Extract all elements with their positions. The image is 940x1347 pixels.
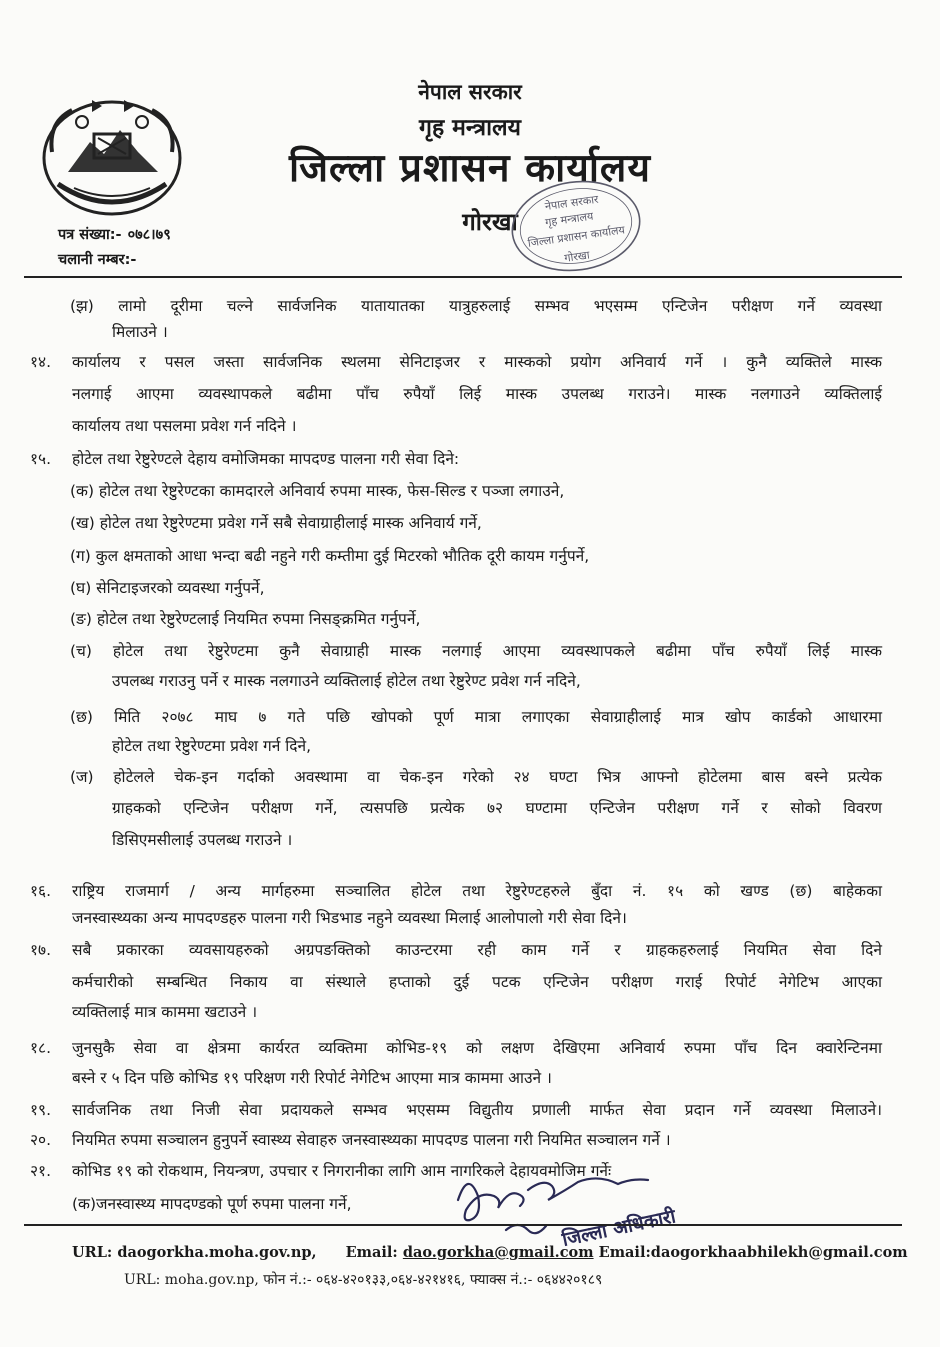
item-15-ja-line-1: (ज) होटेलले चेक-इन गर्दाको अवस्थामा वा चेक-इन गरेको २४ घण्टा भित्र आफ्नो होटेलमा बास बस्ने प्रत्येक bbox=[70, 768, 882, 786]
letter-number-label: पत्र संख्या:- bbox=[58, 227, 122, 243]
item-jha-line-1: (झ) लामो दूरीमा चल्ने सार्वजनिक यातायातका यात्रुहरुलाई सम्भव भएसम्म एन्टिजेन परीक्षण गर्ने व्यवस्था bbox=[70, 297, 882, 315]
item-15-cha-line-2: उपलब्ध गराउनु पर्ने र मास्क नलगाउने व्यक्तिलाई होटेल तथा रेष्टुरेण्ट प्रवेश गर्न नदिने, bbox=[112, 672, 581, 690]
item-14-number: १४. bbox=[30, 353, 52, 371]
ministry-title: गृह मन्त्रालय bbox=[419, 115, 521, 141]
item-15-number: १५. bbox=[30, 450, 52, 468]
item-15-cha-line-1: (च) होटेल तथा रेष्टुरेण्टमा कुनै सेवाग्राही मास्क नलगाई आएमा व्यवस्थापकले बढीमा पाँच रुपैयाँ लिई मास्क bbox=[70, 642, 882, 660]
item-14-line-2: नलगाई आएमा व्यवस्थापकले बढीमा पाँच रुपैयाँ लिई मास्क उपलब्ध गराउने। मास्क नलगाउने व्यक्तिलाई bbox=[72, 385, 882, 403]
item-jha-line-2: मिलाउने । bbox=[112, 323, 168, 341]
item-15-chha-line-2: होटेल तथा रेष्टुरेण्टमा प्रवेश गर्न दिने, bbox=[112, 737, 312, 755]
header-divider bbox=[24, 276, 902, 278]
letter-number bbox=[58, 224, 171, 244]
item-15-line-1: होटेल तथा रेष्टुरेण्टले देहाय वमोजिमका मापदण्ड पालना गरी सेवा दिने: bbox=[72, 450, 460, 468]
email-link-secondary[interactable]: Email:daogorkhaabhilekh@gmail.com bbox=[598, 1244, 908, 1261]
footer-divider bbox=[24, 1224, 902, 1226]
item-19-line-1: सार्वजनिक तथा निजी सेवा प्रदायकले सम्भव भएसम्म विद्युतीय प्रणाली मार्फत सेवा प्रदान गर्ने व्यवस्था मिलाउने। bbox=[72, 1101, 882, 1119]
item-16-number: १६. bbox=[30, 882, 52, 900]
letter-number-value: ०७८।७९ bbox=[127, 227, 171, 243]
svg-text:नेपाल सरकार: नेपाल सरकार bbox=[544, 192, 600, 214]
item-18-line-1: जुनसुकै सेवा वा क्षेत्रमा कार्यरत व्यक्तिमा कोभिड-१९ को लक्षण देखिएमा अनिवार्य रुपमा पाँच दिन क्वारेन्टिनमा bbox=[72, 1039, 882, 1057]
item-16-line-2: जनस्वास्थ्यका अन्य मापदण्डहरु पालना गरी भिडभाड नहुने व्यवस्था मिलाई आलोपालो गरी सेवा दिने। bbox=[72, 909, 627, 927]
email-label: Email: bbox=[345, 1244, 398, 1261]
district-title: गोरखा bbox=[462, 208, 518, 236]
item-18-line-2: बस्ने र ५ दिन पछि कोभिड १९ परिक्षण गरी रिपोर्ट नेगेटिभ आएमा मात्र काममा आउने । bbox=[72, 1069, 552, 1087]
footer-phone-line: URL: moha.gov.np, फोन नं.:- ०६४-४२०१३३,०६४-४२१४१६, फ्याक्स नं.:- ०६४४२०१८९ bbox=[124, 1272, 603, 1288]
dispatch-number-label: चलानी नम्बर:- bbox=[58, 252, 137, 268]
item-19-number: १९. bbox=[30, 1101, 52, 1119]
item-17-line-1: सबै प्रकारका व्यवसायहरुको अग्रपङक्तिको काउन्टरमा रही काम गर्ने र ग्राहकहरुलाई नियमित सेवा दिने bbox=[72, 941, 882, 959]
item-15-ka: (क) होटेल तथा रेष्टुरेण्टका कामदारले अनिवार्य रुपमा मास्क, फेस-सिल्ड र पञ्जा लगाउने, bbox=[70, 482, 565, 500]
item-20-number: २०. bbox=[30, 1131, 52, 1149]
item-16-line-1: राष्ट्रिय राजमार्ग / अन्य मार्गहरुमा सञ्चालित होटेल तथा रेष्टुरेण्टहरुले बुँदा नं. १५ को खण्ड (छ) बाहेकका bbox=[72, 882, 882, 900]
item-15-ga: (ग) कुल क्षमताको आधा भन्दा बढी नहुने गरी कम्तीमा दुई मिटरको भौतिक दूरी कायम गर्नुपर्ने, bbox=[70, 547, 590, 565]
item-20-line-1: नियमित रुपमा सञ्चालन हुनुपर्ने स्वास्थ्य सेवाहरु जनस्वास्थ्यका मापदण्ड पालना गरी नियमित सञ्चालन गर्ने । bbox=[72, 1131, 671, 1149]
item-15-kha: (ख) होटेल तथा रेष्टुरेण्टमा प्रवेश गर्ने सबै सेवाग्राहीलाई मास्क अनिवार्य गर्ने, bbox=[70, 514, 482, 532]
item-21-ka: (क)जनस्वास्थ्य मापदण्डको पूर्ण रुपमा पालना गर्ने, bbox=[72, 1195, 352, 1213]
nepal-emblem-icon bbox=[38, 92, 186, 220]
item-21-line-1: कोभिड १९ को रोकथाम, नियन्त्रण, उपचार र निगरानीका लागि आम नागरिकले देहायवमोजिम गर्नेः bbox=[72, 1162, 612, 1180]
svg-text:गृह मन्त्रालय: गृह मन्त्रालय bbox=[544, 209, 595, 230]
item-14-line-1: कार्यालय र पसल जस्ता सार्वजनिक स्थलमा सेनिटाइजर र मास्कको प्रयोग अनिवार्य गर्ने । कुनै व्यक्तिले मास्क bbox=[72, 353, 882, 371]
footer-contact-line bbox=[72, 1244, 908, 1261]
url-label: URL: bbox=[72, 1244, 113, 1261]
item-21-number: २१. bbox=[30, 1162, 52, 1180]
svg-text:जिल्ला प्रशासन कार्यालय: जिल्ला प्रशासन कार्यालय bbox=[527, 223, 626, 250]
item-15-nga: (ङ) होटेल तथा रेष्टुरेण्टलाई नियमित रुपमा निसङ्क्रमित गर्नुपर्ने, bbox=[70, 610, 421, 628]
item-17-line-3: व्यक्तिलाई मात्र काममा खटाउने । bbox=[72, 1003, 258, 1021]
svg-text:जिल्ला अधिकारी: जिल्ला अधिकारी bbox=[560, 1205, 678, 1251]
svg-text:गोरखा: गोरखा bbox=[563, 248, 591, 265]
office-title: जिल्ला प्रशासन कार्यालय bbox=[289, 146, 651, 191]
office-stamp bbox=[508, 178, 644, 274]
item-17-number: १७. bbox=[30, 941, 52, 959]
item-15-ja-line-2: ग्राहकको एन्टिजेन परीक्षण गर्ने, त्यसपछि प्रत्येक ७२ घण्टामा एन्टिजेन परीक्षण गर्ने र सोको विवरण bbox=[112, 799, 882, 817]
item-17-line-2: कर्मचारीको सम्बन्धित निकाय वा संस्थाले हप्ताको दुई पटक एन्टिजेन परीक्षण गराई रिपोर्ट नेगेटिभ आएका bbox=[72, 973, 882, 991]
government-title: नेपाल सरकार bbox=[418, 80, 522, 104]
item-15-ja-line-3: डिसिएमसीलाई उपलब्ध गराउने । bbox=[112, 831, 293, 849]
item-15-chha-line-1: (छ) मिति २०७८ माघ ७ गते पछि खोपको पूर्ण मात्रा लगाएका सेवाग्राहीलाई मात्र खोप कार्डको आधारमा bbox=[70, 708, 882, 726]
item-18-number: १८. bbox=[30, 1039, 52, 1057]
item-14-line-3: कार्यालय तथा पसलमा प्रवेश गर्न नदिने । bbox=[72, 417, 297, 435]
item-15-gha: (घ) सेनिटाइजरको व्यवस्था गर्नुपर्ने, bbox=[70, 579, 265, 597]
email-link-primary[interactable]: dao.gorkha@gmail.com bbox=[402, 1244, 594, 1261]
district-website-link[interactable]: daogorkha.moha.gov.np, bbox=[117, 1244, 317, 1261]
